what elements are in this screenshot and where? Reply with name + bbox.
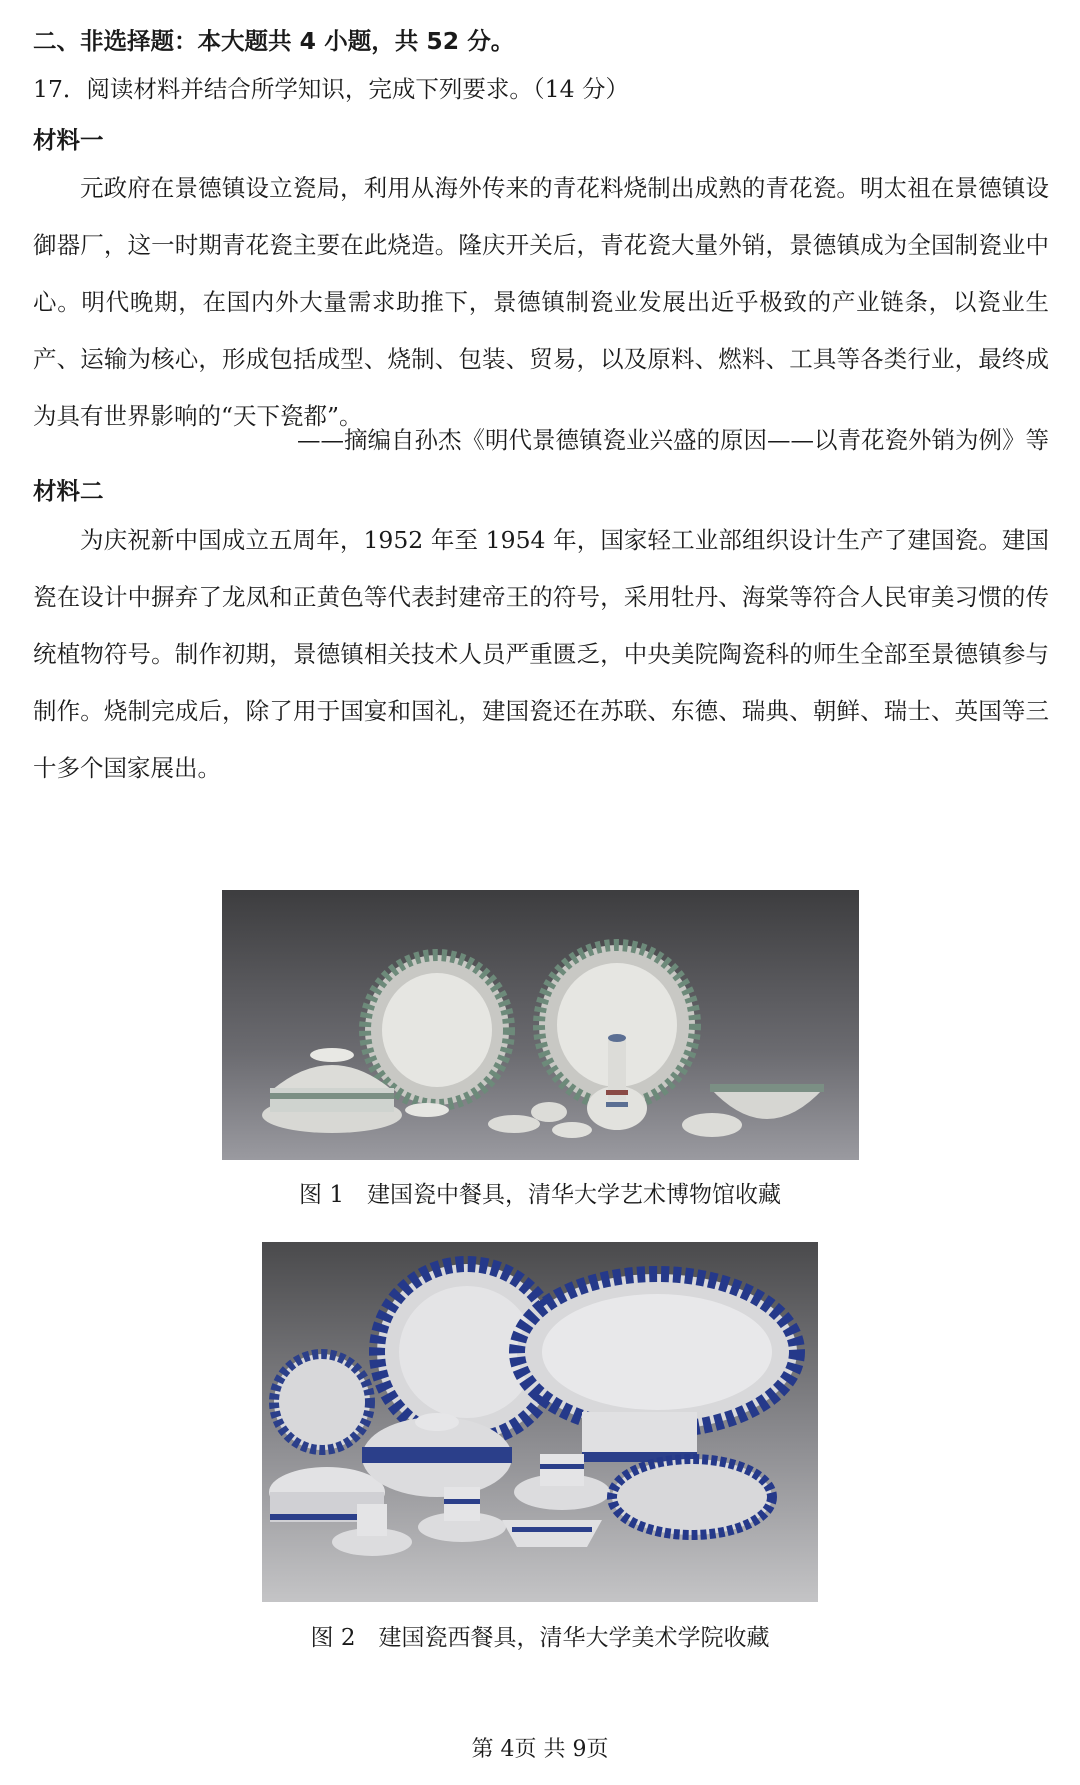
figure-2-caption: 图 2 建国瓷西餐具，清华大学美术学院收藏	[310, 1625, 770, 1651]
material-1-source: ——摘编自孙杰《明代景德镇瓷业兴盛的原因——以青花瓷外销为例》等	[297, 426, 1049, 454]
material-2-text: 为庆祝新中国成立五周年，1952 年至 1954 年，国家轻工业部组织设计生产了建国瓷。建国瓷在设计中摒弃了龙凤和正黄色等代表封建帝王的符号，采用牡丹、海棠等符合人民审美习惯的传统植物符号。制作初期，景德镇相关技术人员严重匮乏，中央美院陶瓷科的师生全部至景德镇参与制作。烧制完成后，除了用于国宴和国礼，建国瓷还在苏联、东德、瑞典、朝鲜、瑞士、英国等三十多个国家展出。	[33, 526, 1049, 782]
material-1-label: 材料一	[33, 126, 104, 154]
figure-2-photo	[262, 1242, 818, 1602]
question-prompt: 17．阅读材料并结合所学知识，完成下列要求。（14 分）	[33, 75, 630, 103]
material-1-text: 元政府在景德镇设立瓷局，利用从海外传来的青花料烧制出成熟的青花瓷。明太祖在景德镇设御器厂，这一时期青花瓷主要在此烧造。隆庆开关后，青花瓷大量外销，景德镇成为全国制瓷业中心。明代晚期，在国内外大量需求助推下，景德镇制瓷业发展出近乎极致的产业链条，以瓷业生产、运输为核心，形成包括成型、烧制、包装、贸易，以及原料、燃料、工具等各类行业，最终成为具有世界影响的“天下瓷都”。	[33, 174, 1049, 430]
page-footer: 第 4页 共 9页	[471, 1737, 609, 1762]
material-2-label: 材料二	[33, 477, 104, 505]
section-heading: 二、非选择题：本大题共 4 小题，共 52 分。	[33, 27, 515, 55]
figure-1-caption: 图 1 建国瓷中餐具，清华大学艺术博物馆收藏	[299, 1182, 781, 1208]
figure-1-photo	[222, 890, 859, 1160]
